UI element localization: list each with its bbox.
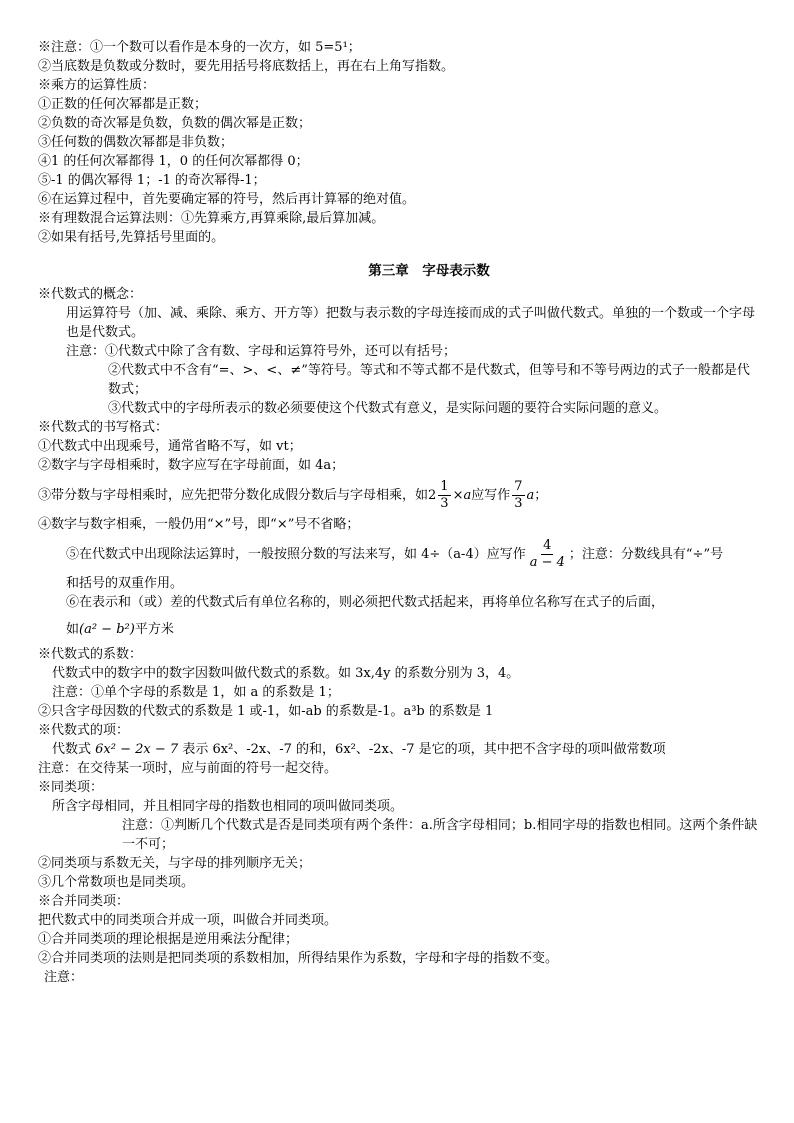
- mixed-whole: 2: [428, 487, 437, 503]
- coefficient-note-2: ②只含字母因数的代数式的系数是 1 或-1，如-ab 的系数是-1。a³b 的系数是 1: [38, 704, 494, 719]
- coefficient-note-1: 注意：①单个字母的系数是 1，如 a 的系数是 1；: [52, 685, 340, 700]
- like-terms-note-3: ③几个常数项也是同类项。: [38, 875, 195, 890]
- like-terms-heading: ※同类项：: [38, 780, 104, 795]
- term-definition-prefix: 代数式: [52, 742, 92, 757]
- document-page: [38, 38, 760, 987]
- combine-like-terms-heading: ※合并同类项：: [38, 894, 130, 909]
- writing-rule-1: ①代数式中出现乘号，通常省略不写，如 vt；: [38, 439, 302, 454]
- term-expression: 6x² − 2x − 7: [95, 742, 179, 757]
- combine-rule-2: ②合并同类项的法则是把同类项的系数相加，所得结果作为系数，字母和字母的指数不变。: [38, 951, 559, 966]
- division-fraction: [528, 538, 567, 571]
- writing-rule-5: [38, 534, 760, 574]
- like-terms-definition: 所含字母相同，并且相同字母的指数也相同的项叫做同类项。: [52, 799, 404, 814]
- mixed-denominator: 3: [440, 495, 449, 511]
- writing-rule-3-should: 应写作: [471, 487, 511, 503]
- term-note: 注意：在交待某一项时，应与前面的符号一起交待。: [38, 761, 338, 776]
- expression-note-1: 注意：①代数式中除了含有数、字母和运算符号外，还可以有括号；: [66, 344, 457, 359]
- term-definition-text: 表示 6x²、-2x、-7 的和，6x²、-2x、-7 是它的项，其中把不含字母的项叫做常数项: [182, 742, 666, 757]
- improper-fraction-example: [510, 479, 534, 512]
- expression-note-2: ②代数式中不含有“=、>、<、≠”等符号。等式和不等式都不是代数式，但等号和不等号两边的式子一般都是代数式；: [108, 363, 750, 397]
- power-property-5: ⑤-1 的偶次幂得 1；-1 的奇次幂得-1；: [38, 173, 266, 188]
- writing-rule-2: ②数字与字母相乘时，数字应写在字母前面，如 4a；: [38, 458, 345, 473]
- coefficient-heading: ※代数式的系数：: [38, 647, 143, 662]
- coefficient-definition: 代数式中的数字中的数字因数叫做代数式的系数。如 3x,4y 的系数分别为 3，4。: [52, 666, 520, 681]
- mixed-operation-rule-2: ②如果有括号,先算括号里面的。: [38, 230, 225, 245]
- improper-var: a: [526, 487, 535, 503]
- power-properties-heading: ※乘方的运算性质：: [38, 78, 156, 93]
- power-property-4: ④1 的任何次幂都得 1，0 的任何次幂都得 0；: [38, 154, 309, 169]
- writing-rule-5-text: ⑤在代数式中出现除法运算时，一般按照分数的写法来写，如 4÷（a-4）应写作: [66, 546, 526, 562]
- power-property-3: ③任何数的偶数次幂都是非负数；: [38, 135, 234, 150]
- combine-note: 注意：: [44, 970, 84, 985]
- division-numerator: 4: [543, 537, 552, 553]
- writing-format-heading: ※代数式的书写格式：: [38, 420, 169, 435]
- unit-expression: (a² − b²): [79, 622, 135, 637]
- term-heading: ※代数式的项：: [38, 723, 130, 738]
- improper-numerator: 7: [514, 478, 523, 494]
- note-power-one: ※注意：①一个数可以看作是本身的一次方，如 5=5¹；: [38, 40, 361, 55]
- combine-like-terms-definition: 把代数式中的同类项合并成一项，叫做合并同类项。: [38, 913, 338, 928]
- expression-note-3: ③代数式中的字母所表示的数必须要使这个代数式有意义，是实际问题的要符合实际问题的意义。: [108, 401, 668, 416]
- power-property-2: ②负数的奇次幂是负数，负数的偶次幂是正数；: [38, 116, 312, 131]
- writing-rule-3: [38, 475, 760, 515]
- note-negative-base: ②当底数是负数或分数时，要先用括号将底数括上，再在右上角写指数。: [38, 59, 455, 74]
- combine-rule-1: ①合并同类项的理论根据是逆用乘法分配律；: [38, 932, 299, 947]
- writing-rule-4: ④数字与数字相乘，一般仍用“×”号，即“×”号不省略；: [38, 517, 360, 532]
- writing-rule-6-example: [38, 620, 760, 639]
- power-property-6: ⑥在运算过程中，首先要确定幂的符号，然后再计算幂的绝对值。: [38, 192, 416, 207]
- writing-rule-5-cont: 和括号的双重作用。: [66, 576, 184, 591]
- writing-rule-6-ru: 如: [66, 622, 80, 637]
- algebraic-expression-definition: 用运算符号（加、减、乘除、乘方、开方等）把数与表示数的字母连接而成的式子叫做代数式。单独的一个数或一个字母也是代数式。: [66, 306, 756, 340]
- improper-denominator: 3: [514, 495, 523, 511]
- mixed-fraction-example: [428, 479, 471, 512]
- writing-rule-6: ⑥在表示和（或）差的代数式后有单位名称的，则必须把代数式括起来，再将单位名称写在式子的后面，: [66, 595, 665, 610]
- like-terms-note-1: 注意：①判断几个代数式是否是同类项有两个条件：a.所含字母相同；b.相同字母的指数也相同。这两个条件缺一不可；: [122, 818, 758, 852]
- division-denominator: a − 4: [529, 554, 565, 570]
- mixed-times-a: ×a: [452, 487, 472, 503]
- mixed-operation-rule: ※有理数混合运算法则：①先算乘方,再算乘除,最后算加减。: [38, 211, 385, 226]
- algebraic-expression-heading: ※代数式的概念：: [38, 287, 143, 302]
- writing-rule-5-note: ；注意：分数线具有“÷”号: [568, 546, 724, 562]
- chapter-title: 第三章 字母表示数: [368, 263, 490, 279]
- writing-rule-3-text: ③带分数与字母相乘时，应先把带分数化成假分数后与字母相乘，如: [38, 487, 429, 503]
- mixed-numerator: 1: [440, 478, 449, 494]
- term-definition: [38, 740, 760, 759]
- mixed-fraction: [438, 479, 450, 512]
- unit-name: 平方米: [134, 622, 174, 637]
- writing-rule-3-end: ；: [534, 487, 548, 503]
- improper-fraction: [512, 479, 524, 512]
- power-property-1: ①正数的任何次幂都是正数；: [38, 97, 208, 112]
- like-terms-note-2: ②同类项与系数无关，与字母的排列顺序无关；: [38, 856, 312, 871]
